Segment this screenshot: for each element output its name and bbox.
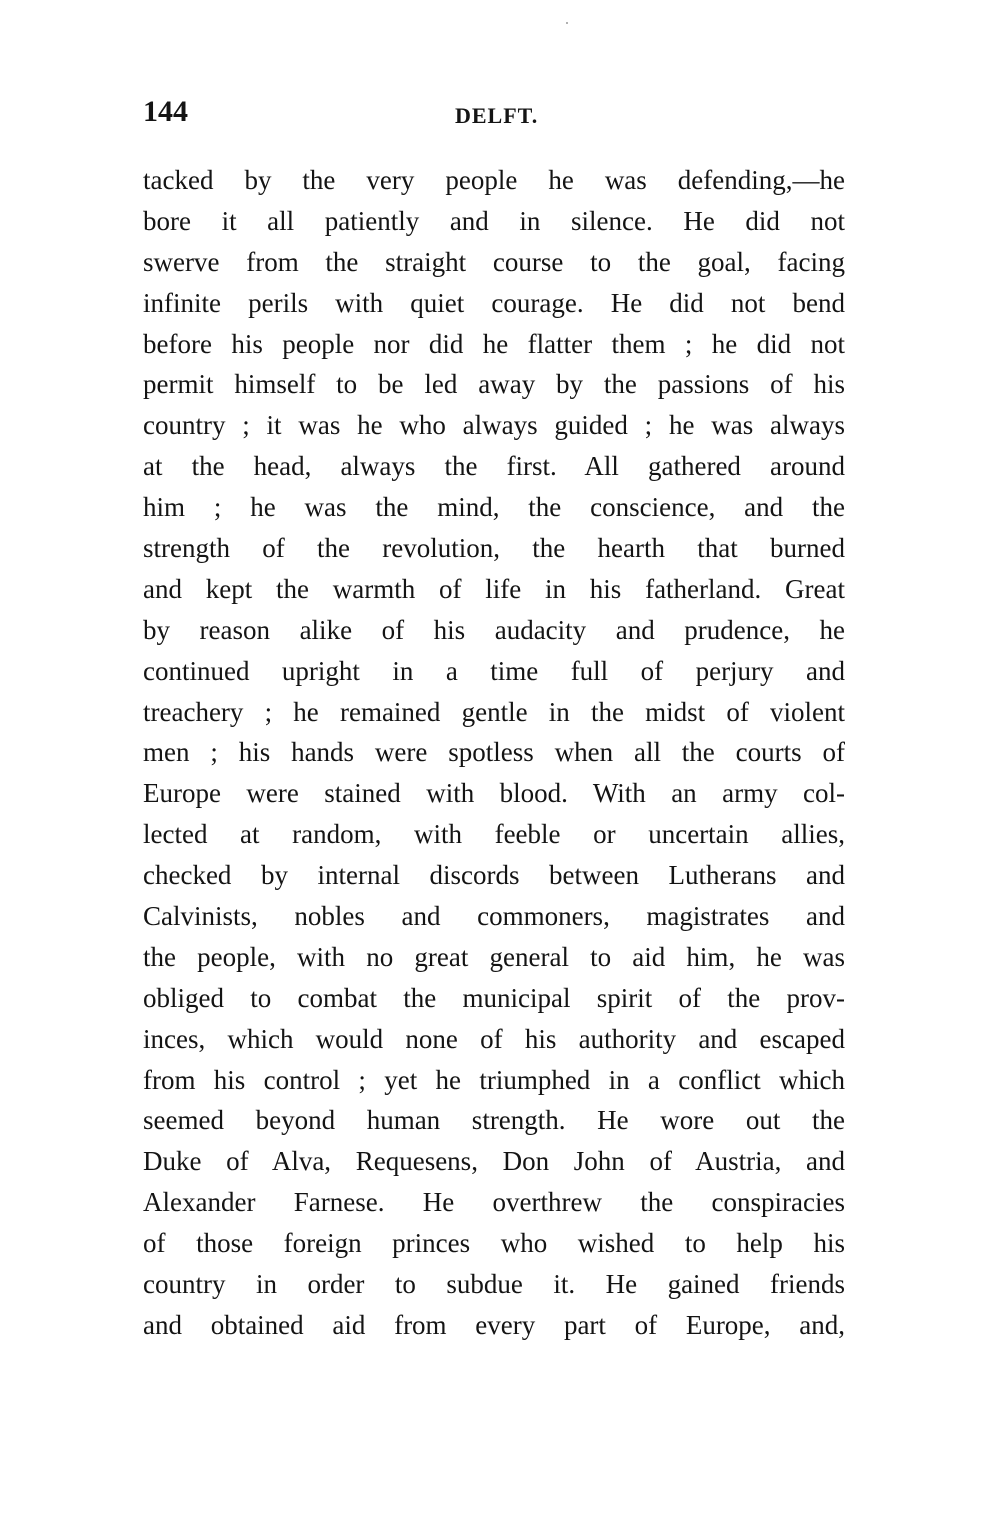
- text-line: strength of the revolution, the hearth that burned: [143, 533, 845, 564]
- body-text: [143, 160, 845, 1346]
- text-line: country in order to subdue it. He gained friends: [143, 1269, 845, 1300]
- text-line: inces, which would none of his authority and escaped: [143, 1023, 845, 1054]
- text-line: bore it all patiently and in silence. He did not: [143, 205, 845, 236]
- text-line: lected at random, with feeble or uncertain allies,: [143, 819, 845, 850]
- text-line: at the head, always the first. All gathered around: [143, 451, 845, 482]
- text-line: checked by internal discords between Lutherans and: [143, 860, 845, 891]
- text-line: infinite perils with quiet courage. He did not bend: [143, 287, 845, 318]
- text-line: Alexander Farnese. He overthrew the conspiracies: [143, 1187, 845, 1218]
- text-line: continued upright in a time full of perjury and: [143, 655, 845, 686]
- text-line: permit himself to be led away by the passions of his: [143, 369, 845, 400]
- text-line: from his control ; yet he triumphed in a conflict which: [143, 1064, 845, 1095]
- text-line: men ; his hands were spotless when all the courts of: [143, 737, 845, 768]
- text-line: tacked by the very people he was defending,—he: [143, 165, 845, 195]
- running-head: DELFT.: [455, 103, 539, 128]
- text-line: obliged to combat the municipal spirit of the prov-: [143, 982, 845, 1013]
- text-line: country ; it was he who always guided ; he was always: [143, 410, 845, 441]
- text-line: of those foreign princes who wished to help his: [143, 1228, 845, 1259]
- text-line: and kept the warmth of life in his fatherland. Great: [143, 573, 845, 604]
- page-header: [143, 92, 843, 136]
- text-line: treachery ; he remained gentle in the midst of violent: [143, 696, 845, 727]
- text-line: the people, with no great general to aid him, he was: [143, 941, 845, 972]
- text-line: and obtained aid from every part of Europe, and,: [143, 1309, 845, 1340]
- text-line: Calvinists, nobles and commoners, magistrates and: [143, 901, 845, 932]
- text-line: seemed beyond human strength. He wore out the: [143, 1105, 845, 1136]
- text-line: by reason alike of his audacity and prudence, he: [143, 614, 845, 645]
- text-line: Duke of Alva, Requesens, Don John of Austria, and: [143, 1146, 845, 1177]
- text-line: him ; he was the mind, the conscience, and the: [143, 492, 845, 523]
- text-line: swerve from the straight course to the goal, facing: [143, 246, 845, 277]
- scan-speck: [566, 22, 568, 24]
- page-number: 144: [143, 95, 188, 128]
- text-line: before his people nor did he flatter them ; he did not: [143, 328, 845, 359]
- text-line: Europe were stained with blood. With an army col-: [143, 778, 845, 809]
